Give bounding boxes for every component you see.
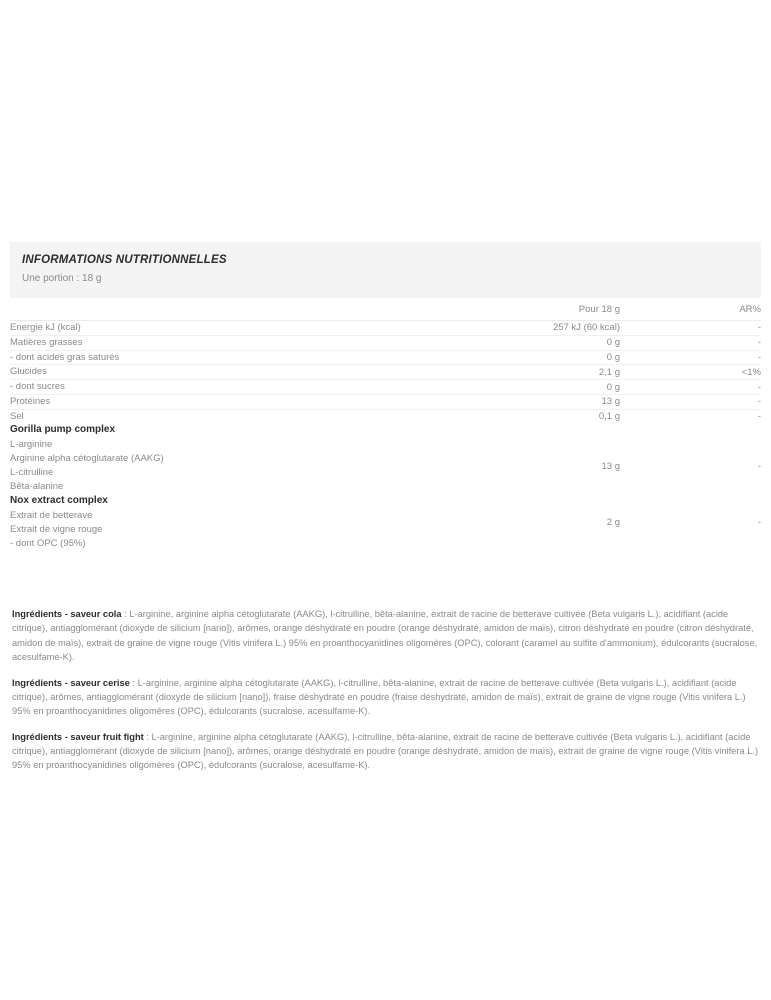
column-header-per-serving: Pour 18 g [450, 298, 620, 321]
table-row [10, 394, 761, 409]
group-item: L-arginine [10, 438, 53, 450]
table-header [10, 298, 761, 321]
table-row-footnote [10, 537, 761, 551]
nutrient-label: Glucides [10, 366, 47, 378]
group-item: Bêta-alanine [10, 481, 64, 493]
nutrient-value: 13 g [601, 396, 620, 408]
group-item: Extrait de vigne rouge [10, 523, 103, 535]
nutrient-value: 0,1 g [598, 411, 620, 423]
ingredients-text: : L-arginine, arginine alpha cétoglutarate (AAKG), l-citrulline, bêta-alanine, extrait de racine de betterave cultivée (Beta vulgaris L.), acidifiant (acide citrique), antiagglomérant (dioxyde de silicium [nano]), arômes, orange déshydraté en poudre (orange déshydraté, amidon de maïs), extrait de graine de vigne rouge (Vitis vinifera L.) 95% en proanthocyanidines oligomères (OPC), édulcorants (sucralose, acesulfame-K). [12, 732, 759, 771]
column-header-nutrient [10, 298, 450, 321]
table-row [10, 365, 761, 380]
nutrient-ar: - [757, 322, 761, 334]
group-title-label: Gorilla pump complex [10, 424, 116, 436]
group-items-row-gorilla-pump-complex [10, 438, 761, 494]
nutrient-value: 0 g [606, 381, 620, 393]
nutrient-value: 0 g [606, 352, 620, 363]
nutrient-label: Protéines [10, 395, 51, 407]
page-title: INFORMATIONS NUTRITIONNELLES [22, 254, 227, 266]
group-ar: - [757, 460, 761, 472]
group-items-row-nox-extract-complex [10, 509, 761, 537]
nutrient-label: Matières grasses [10, 336, 83, 348]
group-item: Arginine alpha cétoglutarate (AAKG) [10, 453, 164, 464]
nutrient-value: 0 g [606, 337, 620, 349]
column-header-ar: AR% [620, 298, 761, 321]
group-title-ar [620, 494, 761, 509]
group-value: 2 g [606, 517, 620, 529]
nutrient-value: 2,1 g [598, 366, 620, 378]
group-title-value [450, 423, 620, 438]
group-title [10, 494, 450, 509]
nutrient-value: 257 kJ (60 kcal) [552, 322, 620, 334]
ingredients-flavour-label: Ingrédients - saveur fruit fight [12, 732, 144, 743]
group-title-ar [620, 423, 761, 438]
nutrient-ar: <1% [741, 366, 761, 378]
ingredients-paragraph-cerise [12, 676, 760, 718]
table-row [10, 409, 761, 423]
nutrition-table [10, 298, 761, 550]
group-title-label: Nox extract complex [10, 495, 108, 507]
nutrient-ar: - [757, 381, 761, 393]
table-header-row [10, 298, 761, 321]
ingredients-text: : L-arginine, arginine alpha cétoglutarate (AAKG), l-citrulline, bêta-alanine, extrait de racine de betterave cultivée (Beta vulgaris L.), acidifiant (acide citrique), arômes, antiagglomérant (dioxyde de silicium [nano]), fraise déshydraté en poudre (fraise déshydraté, amidon de maïs), extrait de graine de vigne rouge (Vitis vinifera L.) 95% en proanthocyanidines oligomères (OPC), édulcorants (sucralose, acesulfame-K). [12, 677, 746, 717]
group-title-row-nox-extract-complex [10, 494, 761, 509]
serving-size-text: Une portion : 18 g [22, 273, 102, 285]
table-row [10, 380, 761, 395]
ingredients-section [12, 598, 760, 773]
group-value: 13 g [601, 460, 620, 472]
ingredients-text: : L-arginine, arginine alpha cétoglutarate (AAKG), l-citrulline, bêta-alanine, extrait de racine de betterave cultivée (Beta vulgaris L.), acidifiant (acide citrique), antiagglomérant (dioxyde de silicium [nano]), arômes, orange déshydraté en poudre (orange déshydraté, amidon de maïs), citron déshydraté en poudre (citron déshydraté, amidon de maïs), extrait de graine de vigne rouge (Vitis vinifera L.) 95% en proanthocyanidines oligomères (OPC), colorant (caramel au sulfite d'ammonium), édulcorants (sucralose, acesulfame-K). [12, 609, 758, 662]
nutrition-panel [10, 242, 761, 551]
ingredients-paragraph-fruit-fight [12, 730, 760, 772]
table-row [10, 321, 761, 336]
table-row [10, 335, 761, 350]
group-ar: - [757, 517, 761, 529]
nutrient-label: Sel [10, 410, 24, 422]
ingredients-paragraph-cola [12, 607, 760, 664]
panel-header [10, 242, 761, 298]
nutrient-label: - dont sucres [10, 381, 65, 393]
footnote-ar [620, 537, 761, 551]
ingredients-flavour-label: Ingrédients - saveur cerise [12, 677, 130, 688]
nutrient-label: - dont acides gras saturés [10, 351, 120, 363]
group-item: L-citrulline [10, 467, 54, 479]
nutrient-ar: - [757, 411, 761, 423]
nutrient-ar: - [757, 396, 761, 408]
footnote-value [450, 537, 620, 551]
table-body [10, 321, 761, 551]
ingredients-flavour-label: Ingrédients - saveur cola [12, 609, 122, 620]
group-title [10, 423, 450, 438]
nutrient-ar: - [757, 337, 761, 349]
nutrient-label: Energie kJ (kcal) [10, 322, 81, 334]
group-item-list [10, 438, 450, 494]
group-item: Extrait de betterave [10, 509, 93, 521]
group-title-row-gorilla-pump-complex [10, 423, 761, 438]
nutrient-ar: - [757, 352, 761, 363]
table-row [10, 350, 761, 365]
group-item-list [10, 509, 450, 537]
footnote-label: - dont OPC (95%) [10, 537, 86, 549]
group-title-value [450, 494, 620, 509]
